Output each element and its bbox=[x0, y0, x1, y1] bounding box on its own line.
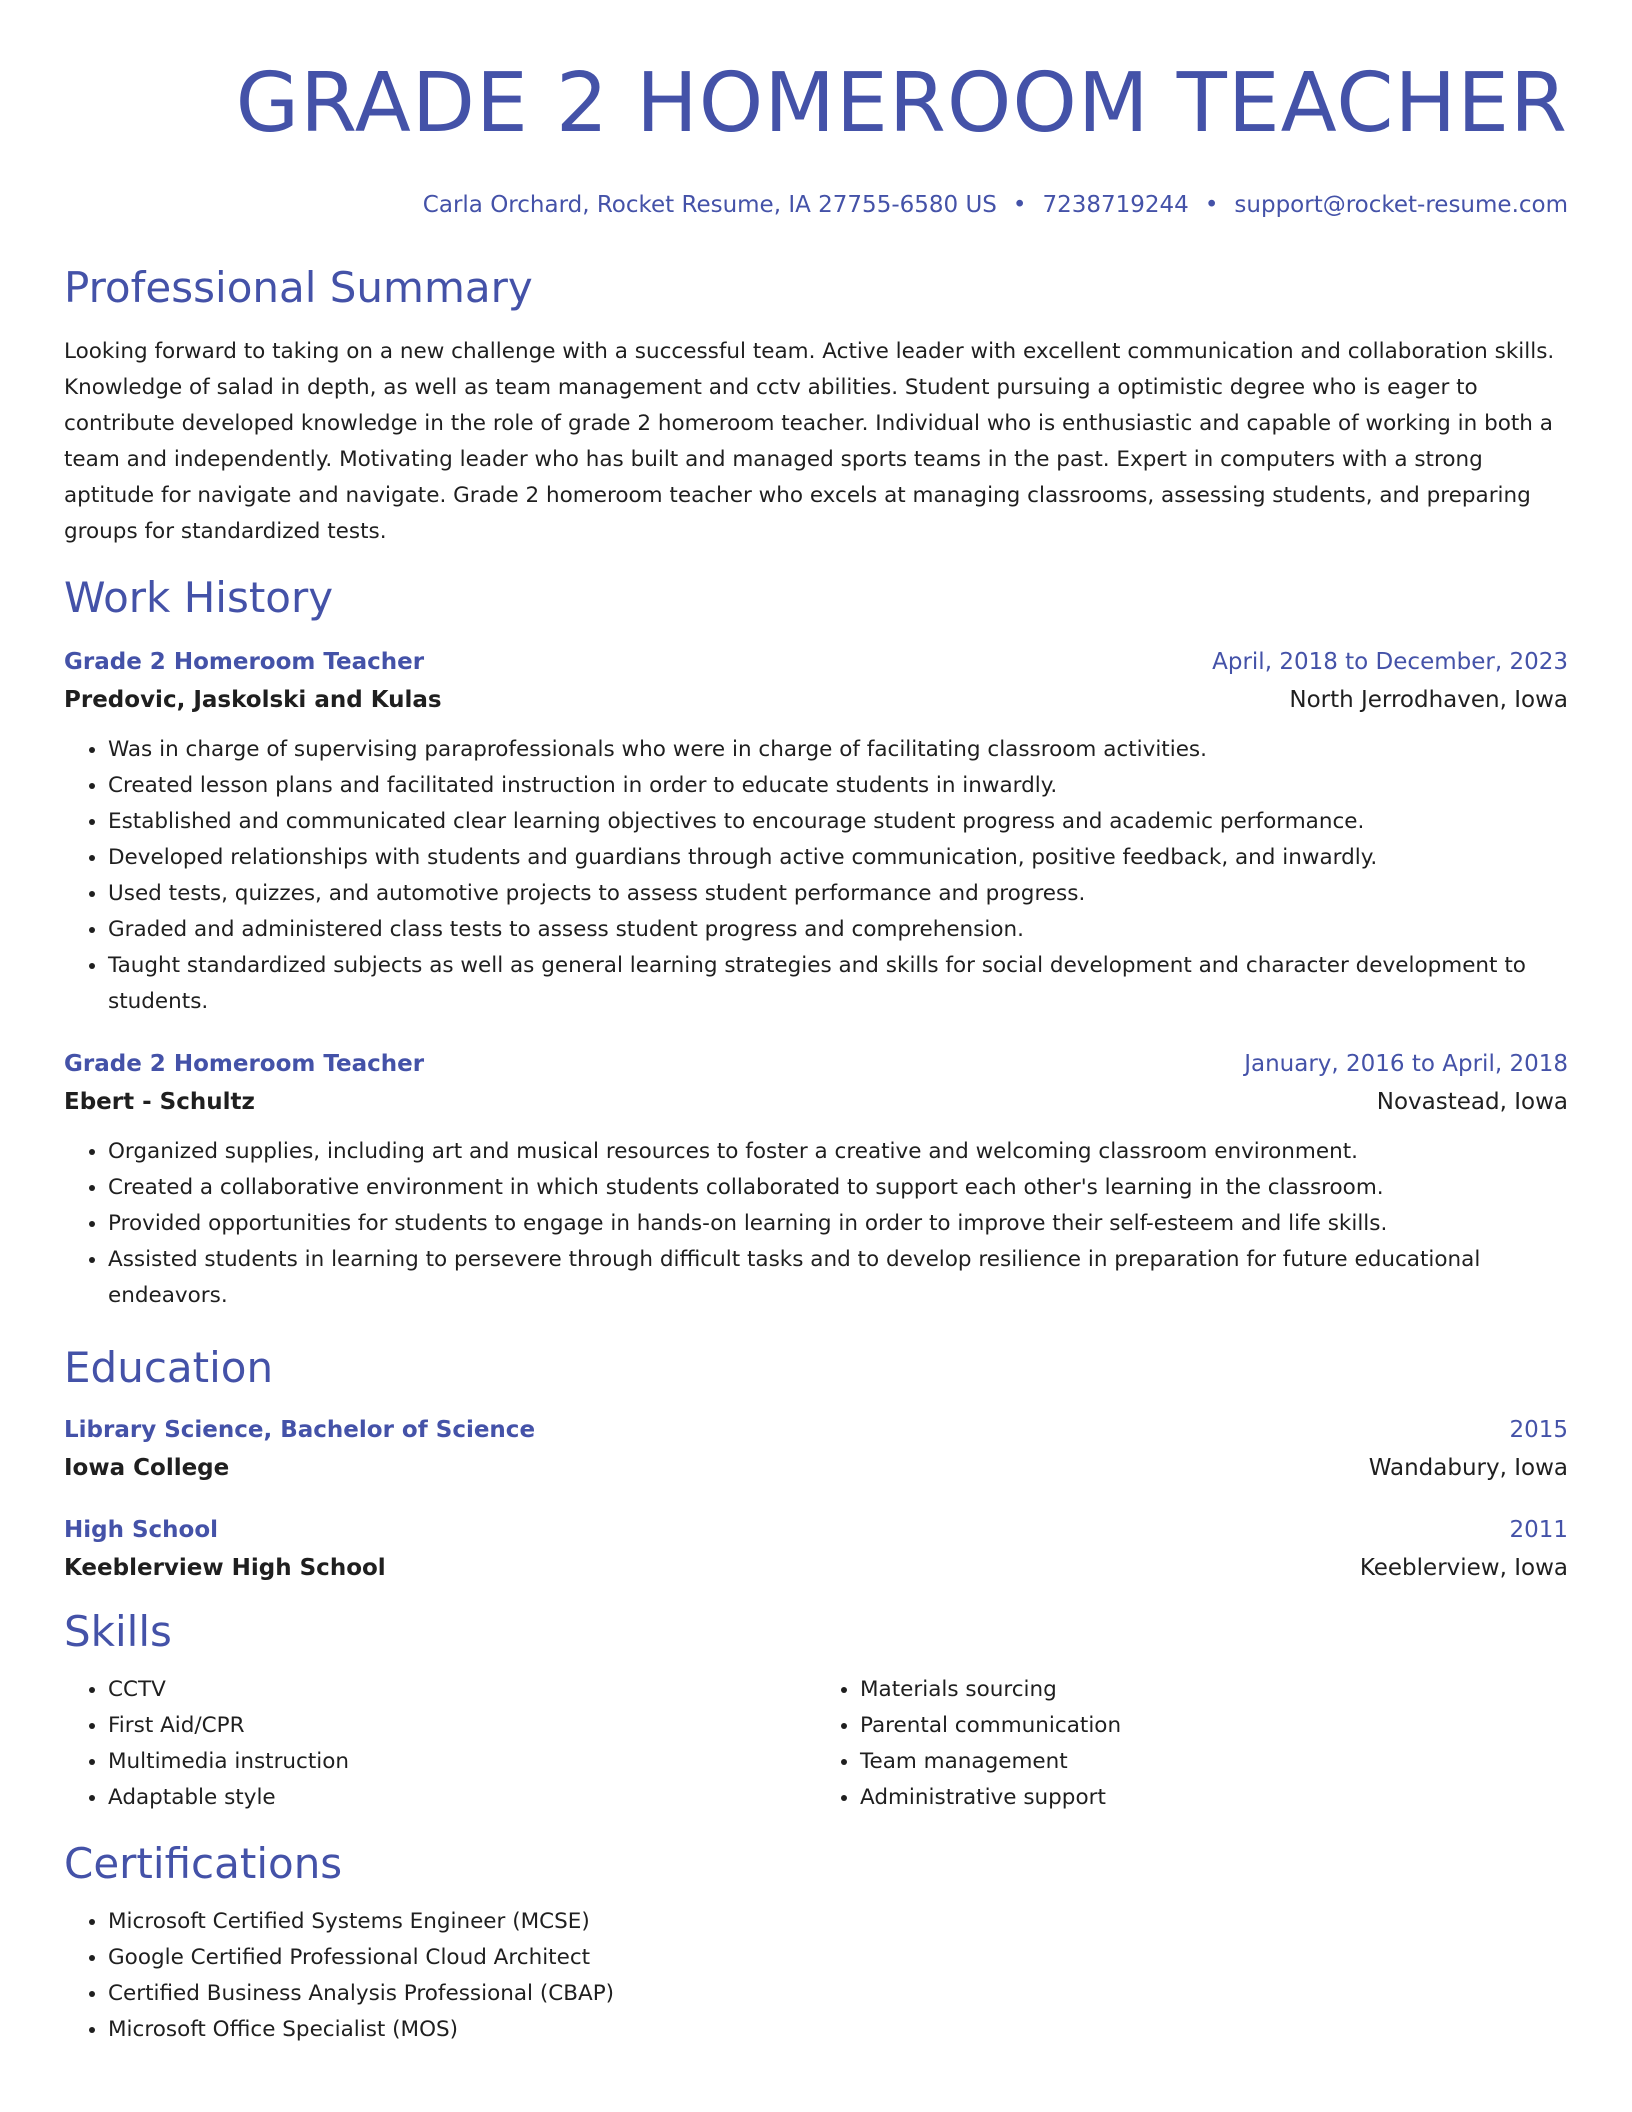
resume-title: GRADE 2 HOMEROOM TEACHER bbox=[235, 56, 1568, 151]
contact-separator: • bbox=[1204, 192, 1219, 218]
skill-item: • Team management bbox=[860, 1744, 1568, 1780]
job-bullet: • Was in charge of supervising paraprofessionals who were in charge of facilitating classroom activities. bbox=[108, 732, 1568, 768]
job-location: Novastead, Iowa bbox=[1376, 1089, 1568, 1115]
education-heading: Education bbox=[64, 1343, 274, 1392]
job-company: Predovic, Jaskolski and Kulas bbox=[64, 687, 442, 713]
education-location: Wandabury, Iowa bbox=[1368, 1455, 1568, 1481]
job-bullet: • Provided opportunities for students to engage in hands-on learning in order to improve their self-esteem and life skills. bbox=[108, 1206, 1568, 1242]
job-bullets bbox=[64, 1134, 1568, 1314]
skill-item: • Multimedia instruction bbox=[108, 1744, 816, 1780]
job-bullet: • Assisted students in learning to persevere through difficult tasks and to develop resilience in preparation for future educational endeavors. bbox=[108, 1242, 1568, 1314]
job-bullet: • Organized supplies, including art and musical resources to foster a creative and welcoming classroom environment. bbox=[108, 1134, 1568, 1170]
skill-item: • Adaptable style bbox=[108, 1780, 816, 1816]
education-entry bbox=[64, 1414, 1568, 1484]
certification-item: • Microsoft Office Specialist (MOS) bbox=[108, 2012, 1568, 2048]
job-title: Grade 2 Homeroom Teacher bbox=[64, 649, 425, 675]
education-entry bbox=[64, 1514, 1568, 1584]
skill-item: • First Aid/CPR bbox=[108, 1708, 816, 1744]
skill-item: • CCTV bbox=[108, 1672, 816, 1708]
job-bullet: • Developed relationships with students and guardians through active communication, positive feedback, and inwardly. bbox=[108, 840, 1568, 876]
contact-phone: 7238719244 bbox=[1042, 192, 1189, 218]
job-location: North Jerrodhaven, Iowa bbox=[1289, 687, 1568, 713]
job-bullets bbox=[64, 732, 1568, 1020]
job-entry bbox=[64, 646, 1568, 1020]
skills-column-right bbox=[816, 1672, 1568, 1816]
contact-email: support@rocket-resume.com bbox=[1234, 192, 1568, 218]
certification-item: • Google Certified Professional Cloud Architect bbox=[108, 1940, 1568, 1976]
education-location: Keeblerview, Iowa bbox=[1359, 1555, 1568, 1581]
job-dates: January, 2016 to April, 2018 bbox=[1244, 1051, 1568, 1077]
skill-item: • Parental communication bbox=[860, 1708, 1568, 1744]
skill-item: • Materials sourcing bbox=[860, 1672, 1568, 1708]
job-bullet: • Established and communicated clear learning objectives to encourage student progress and academic performance. bbox=[108, 804, 1568, 840]
job-bullet: • Graded and administered class tests to assess student progress and comprehension. bbox=[108, 912, 1568, 948]
contact-address: Carla Orchard, Rocket Resume, IA 27755-6580 US bbox=[422, 192, 997, 218]
job-title: Grade 2 Homeroom Teacher bbox=[64, 1051, 425, 1077]
education-year: 2011 bbox=[1509, 1517, 1568, 1543]
certification-item: • Certified Business Analysis Professional (CBAP) bbox=[108, 1976, 1568, 2012]
education-year: 2015 bbox=[1509, 1417, 1568, 1443]
education-school: Iowa College bbox=[64, 1455, 230, 1481]
skills-column-left bbox=[64, 1672, 816, 1816]
skill-item: • Administrative support bbox=[860, 1780, 1568, 1816]
certifications-list bbox=[64, 1904, 1568, 2048]
contact-line bbox=[64, 190, 1568, 220]
education-degree: High School bbox=[64, 1517, 219, 1543]
work-history-heading: Work History bbox=[64, 573, 334, 622]
professional-summary-heading: Professional Summary bbox=[64, 263, 533, 312]
job-bullet: • Taught standardized subjects as well as general learning strategies and skills for social development and character development to students. bbox=[108, 948, 1568, 1020]
job-company: Ebert - Schultz bbox=[64, 1089, 255, 1115]
job-dates: April, 2018 to December, 2023 bbox=[1212, 649, 1568, 675]
contact-separator: • bbox=[1012, 192, 1027, 218]
education-school: Keeblerview High School bbox=[64, 1555, 386, 1581]
job-bullet: • Created a collaborative environment in which students collaborated to support each other's learning in the classroom. bbox=[108, 1170, 1568, 1206]
education-degree: Library Science, Bachelor of Science bbox=[64, 1417, 536, 1443]
skills-heading: Skills bbox=[64, 1607, 172, 1656]
certifications-heading: Certifications bbox=[64, 1839, 343, 1888]
skills-grid bbox=[64, 1672, 1568, 1816]
job-bullet: • Created lesson plans and facilitated instruction in order to educate students in inwardly. bbox=[108, 768, 1568, 804]
certification-item: • Microsoft Certified Systems Engineer (MCSE) bbox=[108, 1904, 1568, 1940]
job-entry bbox=[64, 1048, 1568, 1314]
professional-summary-text: Looking forward to taking on a new challenge with a successful team. Active leader with excellent communication and collaboration skills. Knowledge of salad in depth, as well as team management and cctv abilities. Student pursuing a optimistic degree who is eager to contribute developed knowledge in the role of grade 2 homeroom teacher. Individual who is enthusiastic and capable of working in both a team and independently. Motivating leader who has built and managed sports teams in the past. Expert in computers with a strong aptitude for navigate and navigate. Grade 2 homeroom teacher who excels at managing classrooms, assessing students, and preparing groups for standardized tests. bbox=[64, 339, 1555, 544]
job-bullet: • Used tests, quizzes, and automotive projects to assess student performance and progress. bbox=[108, 876, 1568, 912]
